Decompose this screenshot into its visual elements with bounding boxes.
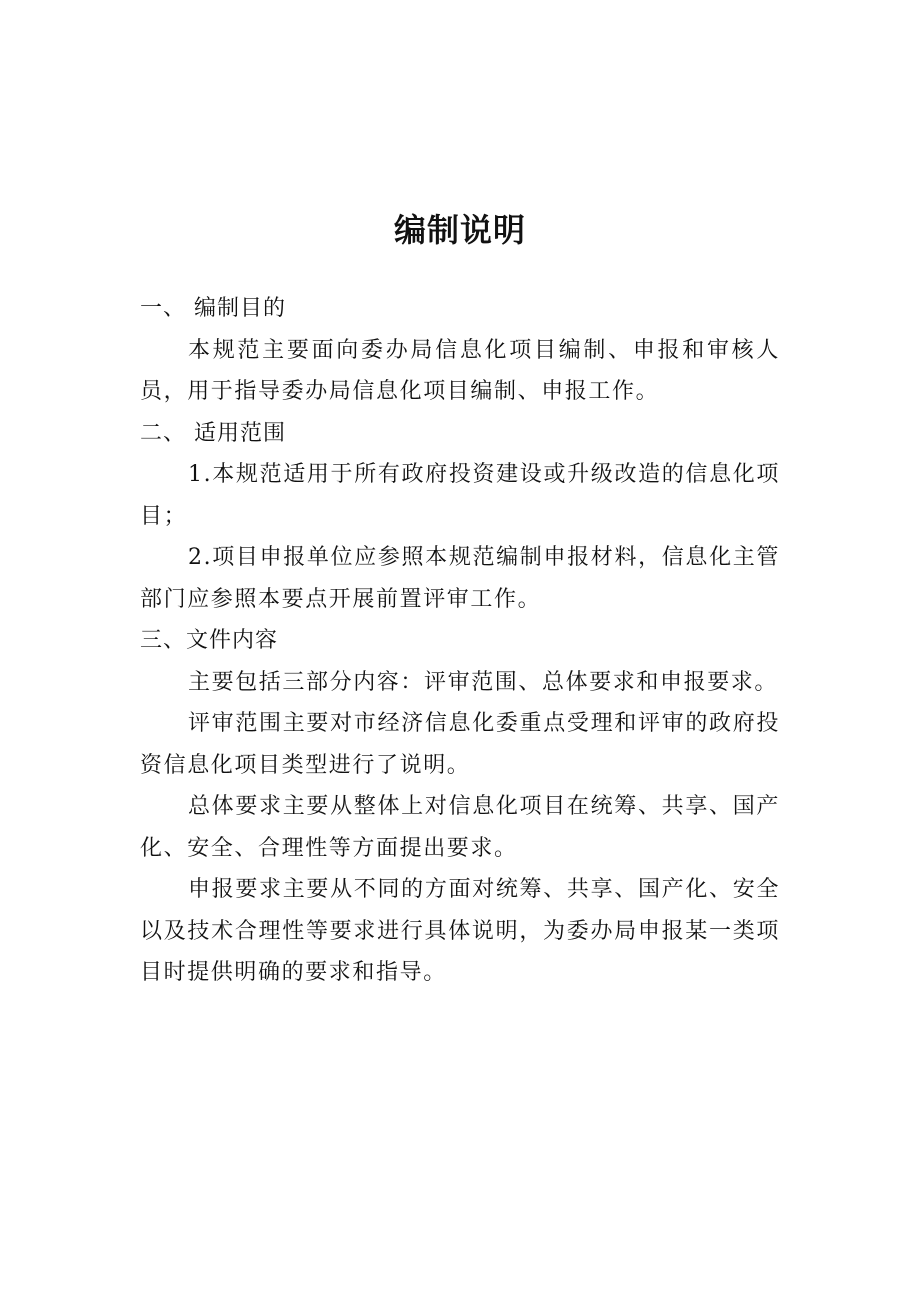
section-purpose xyxy=(140,288,780,413)
section-heading: 一、 编制目的 xyxy=(140,296,286,321)
paragraph: 1.本规范适用于所有政府投资建设或升级改造的信息化项目； xyxy=(140,462,780,529)
section-scope xyxy=(140,413,780,621)
document-body xyxy=(140,288,780,994)
document-title: 编制说明 xyxy=(393,211,526,249)
section-heading: 三、文件内容 xyxy=(140,628,279,653)
section-heading: 二、 适用范围 xyxy=(140,420,286,446)
paragraph: 主要包括三部分内容：评审范围、总体要求和申报要求。 xyxy=(188,669,779,695)
section-contents xyxy=(140,620,780,994)
paragraph: 2.项目申报单位应参照本规范编制申报材料，信息化主管部门应参照本要点开展前置评审工作。 xyxy=(140,545,780,612)
paragraph: 申报要求主要从不同的方面对统筹、共享、国产化、安全以及技术合理性等要求进行具体说明，为委办局申报某一类项目时提供明确的要求和指导。 xyxy=(140,877,780,985)
paragraph: 本规范主要面向委办局信息化项目编制、申报和审核人员，用于指导委办局信息化项目编制、申报工作。 xyxy=(140,337,780,404)
paragraph: 评审范围主要对市经济信息化委重点受理和评审的政府投资信息化项目类型进行了说明。 xyxy=(140,711,780,778)
paragraph: 总体要求主要从整体上对信息化项目在统筹、共享、国产化、安全、合理性等方面提出要求。 xyxy=(140,794,780,861)
